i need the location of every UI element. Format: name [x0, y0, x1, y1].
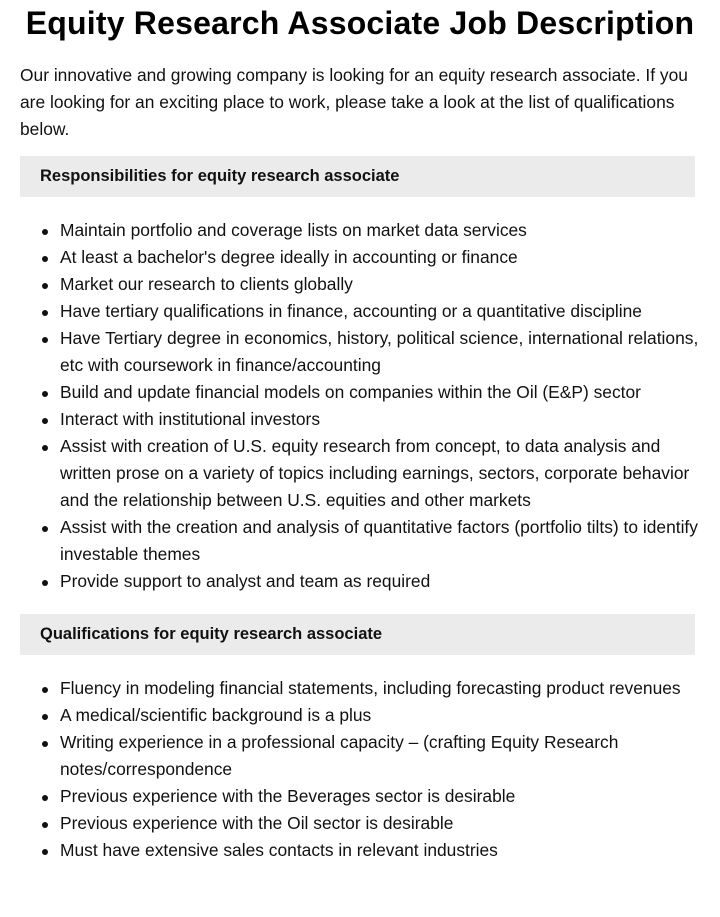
- responsibilities-list: [0, 217, 720, 595]
- qualifications-list: [0, 675, 720, 864]
- list-item: Interact with institutional investors: [60, 406, 700, 433]
- list-item: Previous experience with the Oil sector is desirable: [60, 810, 700, 837]
- bullet-icon: [42, 391, 48, 397]
- list-item: Assist with the creation and analysis of quantitative factors (portfolio tilts) to identify investable themes: [60, 514, 700, 568]
- bullet-icon: [42, 741, 48, 747]
- responsibilities-heading: Responsibilities for equity research associate: [20, 156, 695, 197]
- bullet-icon: [42, 445, 48, 451]
- list-item: Previous experience with the Beverages sector is desirable: [60, 783, 700, 810]
- bullet-icon: [42, 418, 48, 424]
- list-item: Build and update financial models on companies within the Oil (E&P) sector: [60, 379, 700, 406]
- list-item: Assist with creation of U.S. equity research from concept, to data analysis and written prose on a variety of topics including earnings, sectors, corporate behavior and the relationship between U.S. equities and other markets: [60, 433, 700, 514]
- responsibilities-section: [0, 156, 720, 595]
- bullet-icon: [42, 229, 48, 235]
- list-item: Writing experience in a professional capacity – (crafting Equity Research notes/correspondence: [60, 729, 700, 783]
- qualifications-section: [0, 614, 720, 864]
- bullet-icon: [42, 687, 48, 693]
- list-item: Have Tertiary degree in economics, history, political science, international relations, etc with coursework in finance/accounting: [60, 325, 700, 379]
- list-item: Market our research to clients globally: [60, 271, 700, 298]
- bullet-icon: [42, 822, 48, 828]
- bullet-icon: [42, 310, 48, 316]
- bullet-icon: [42, 337, 48, 343]
- list-item: Fluency in modeling financial statements, including forecasting product revenues: [60, 675, 700, 702]
- bullet-icon: [42, 283, 48, 289]
- bullet-icon: [42, 714, 48, 720]
- page-title: Equity Research Associate Job Description: [25, 5, 695, 41]
- list-item: Provide support to analyst and team as required: [60, 568, 700, 595]
- qualifications-heading: Qualifications for equity research associate: [20, 614, 695, 655]
- list-item: At least a bachelor's degree ideally in accounting or finance: [60, 244, 700, 271]
- list-item: Maintain portfolio and coverage lists on market data services: [60, 217, 700, 244]
- bullet-icon: [42, 795, 48, 801]
- intro-paragraph: Our innovative and growing company is looking for an equity research associate. If you are looking for an exciting place to work, please take a look at the list of qualifications below.: [20, 65, 688, 139]
- bullet-icon: [42, 849, 48, 855]
- list-item: Have tertiary qualifications in finance, accounting or a quantitative discipline: [60, 298, 700, 325]
- bullet-icon: [42, 580, 48, 586]
- list-item: Must have extensive sales contacts in relevant industries: [60, 837, 700, 864]
- bullet-icon: [42, 526, 48, 532]
- list-item: A medical/scientific background is a plus: [60, 702, 700, 729]
- bullet-icon: [42, 256, 48, 262]
